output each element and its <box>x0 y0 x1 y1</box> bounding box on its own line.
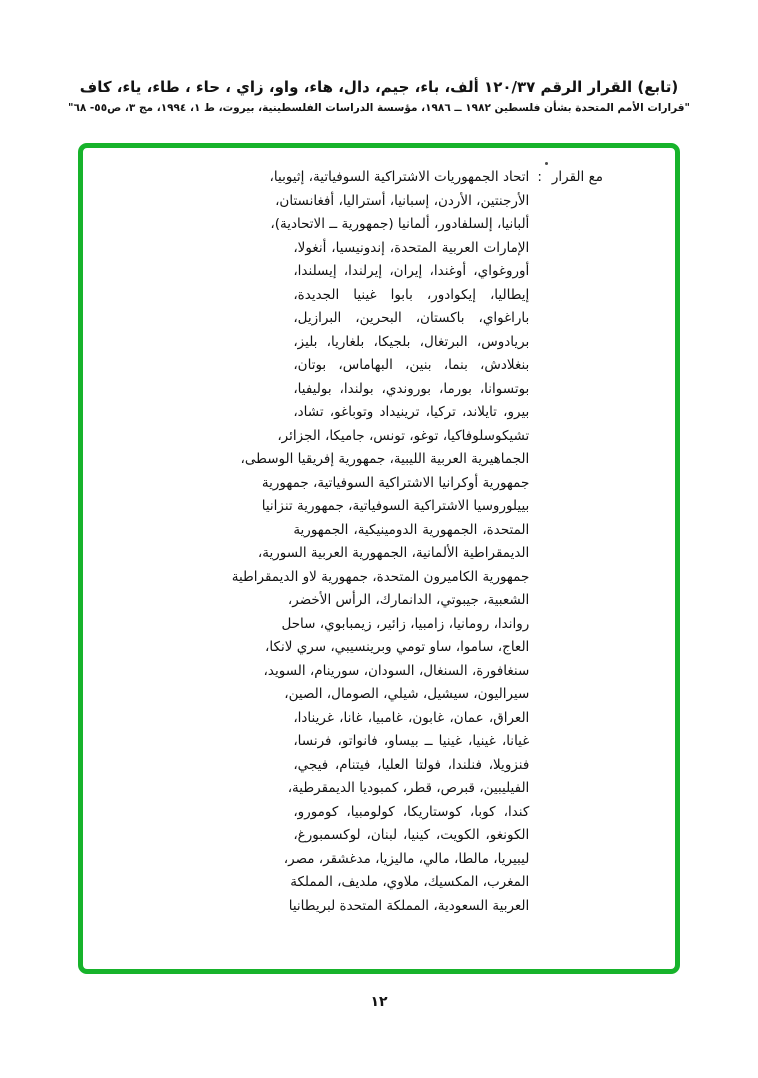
text-line: تشيكوسلوفاكيا، توغو، تونس، جاميكا، الجزائر، <box>277 427 530 444</box>
text-line: ليبيريا، مالطا، مالي، ماليزيا، مدغشقر، مصر، <box>283 850 530 867</box>
text-line: بييلوروسيا الاشتراكية السوفياتية، جمهورية تنزانيا <box>261 498 530 514</box>
text-line: إيطاليا، إيكوادور، بابوا غينيا الجديدة، <box>293 286 530 303</box>
text-line: سنغافورة، السنغال، السودان، سورينام، السويد، <box>263 662 530 679</box>
text-line: العراق، عمان، غابون، غامبيا، غانا، غرينادا، <box>293 709 530 726</box>
text-line: الإمارات العربية المتحدة، إندونيسيا، أنغولا، <box>293 239 530 256</box>
source-citation: "قرارات الأمم المتحدة بشأن فلسطين ١٩٨٢ ــ ١٩٨٦، مؤسسة الدراسات الفلسطينية، بيروت، ط ١، ١٩٩٤، مج ٣، ص٥٥- ٦٨" <box>67 102 691 114</box>
voting-record <box>83 166 603 918</box>
text-line: فنزويلا، فنلندا، فولتا العليا، فيتنام، فيجي، <box>293 756 530 773</box>
text-line: بوتسوانا، بورما، بوروندي، بولندا، بوليفيا، <box>293 380 530 397</box>
text-line: جمهورية أوكرانيا الاشتراكية السوفياتية، جمهورية <box>261 474 530 491</box>
page-header <box>0 78 758 114</box>
text-line: بنغلادش، بنما، بنين، البهاماس، بوتان، <box>293 357 530 373</box>
text-line: جمهورية الكاميرون المتحدة، جمهورية لاو الديمقراطية <box>231 568 530 585</box>
text-line: غيانا، غينيا، غينيا ــ بيساو، فانواتو، فرنسا، <box>293 733 530 749</box>
with-resolution-label-text: مع القرار <box>551 169 603 185</box>
text-line: الفيليبين، قبرص، قطر، كمبوديا الديمقرطية، <box>287 780 530 796</box>
page-number: ١٢ <box>370 994 388 1010</box>
text-line: المغرب، المكسيك، ملاوي، ملديف، المملكة <box>290 874 530 890</box>
text-line: الجماهيرية العربية الليبية، جمهورية إفريقيا الوسطى، <box>240 451 530 467</box>
text-line: المتحدة، الجمهورية الدومينيكية، الجمهورية <box>293 521 530 538</box>
text-line: الشعبية، جيبوتي، الدانمارك، الرأس الأخضر، <box>287 592 530 608</box>
text-line: ألبانيا، إلسلفادور، ألمانيا (جمهورية ــ الاتحادية)، <box>270 216 530 232</box>
text-line: اتحاد الجمهوريات الاشتراكية السوفياتية، إثيوبيا، <box>269 169 530 185</box>
text-line: سيراليون، سيشيل، شيلي، الصومال، الصين، <box>284 686 530 702</box>
voting-states-list <box>231 166 530 918</box>
text-line: أوروغواي، أوغندا، إيران، إيرلندا، إيسلندا، <box>293 263 530 279</box>
text-line: الكونغو، الكويت، كينيا، لبنان، لوكسمبورغ، <box>293 827 530 843</box>
text-line: بريادوس، البرتغال، بلجيكا، بلغاريا، بليز، <box>293 333 530 350</box>
text-line: العربية السعودية، المملكة المتحدة لبريطانيا <box>288 897 530 914</box>
text-line: بيرو، تايلاند، تركيا، ترينيداد وتوباغو، تشاد، <box>293 404 530 420</box>
text-line: باراغواي، باكستان، البحرين، البرازيل، <box>293 310 530 326</box>
with-resolution-label <box>529 166 603 190</box>
text-line: الديمقراطية الألمانية، الجمهورية العربية السورية، <box>257 545 530 561</box>
text-line: كندا، كوبا، كوستاريكا، كولومبيا، كومورو، <box>293 803 530 820</box>
text-line: الأرجنتين، الأردن، إسبانيا، أستراليا، أفغانستان، <box>275 192 530 209</box>
label-colon: : <box>537 169 542 185</box>
ink-speck <box>545 162 548 165</box>
green-frame <box>78 143 680 974</box>
text-line: العاج، ساموا، ساو تومي وبرينسيبي، سري لانكا، <box>265 639 530 655</box>
resolution-title: (تابع) القرار الرقم ١٢٠/٣٧ ألف، باء، جيم، دال، هاء، واو، زاي ، حاء ، طاء، ياء، كاف <box>79 78 679 96</box>
text-line: رواندا، رومانيا، زامبيا، زائير، زيمبابوي، ساحل <box>281 615 530 632</box>
